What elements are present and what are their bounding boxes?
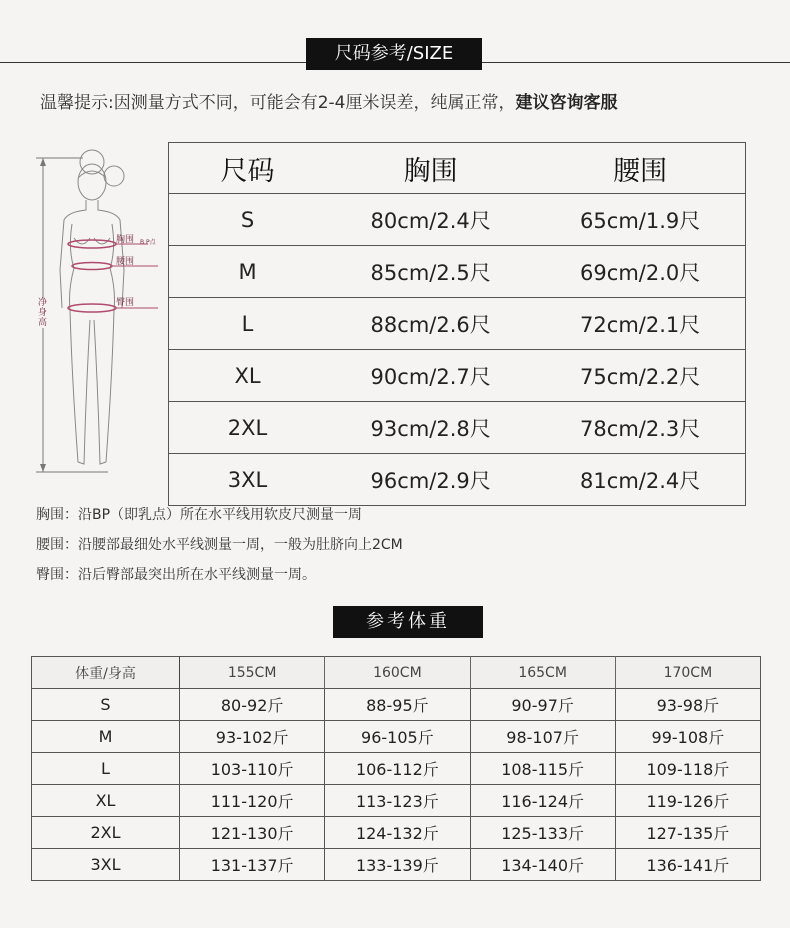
consult-service-text: 建议咨询客服	[515, 93, 618, 113]
table-row	[169, 402, 746, 454]
size-cell: 2XL	[169, 402, 327, 454]
weight-cell: 88-95斤	[325, 689, 470, 721]
table-row	[32, 785, 761, 817]
size-cell: XL	[169, 350, 327, 402]
waist-note: 腰围：沿腰部最细处水平线测量一周，一般为肚脐向上2CM	[36, 537, 403, 553]
height-label: 净身高	[38, 298, 50, 328]
hip-label: 臀围	[116, 298, 135, 308]
chest-cell: 90cm/2.7尺	[326, 350, 535, 402]
table-row	[169, 246, 746, 298]
size-cell: 2XL	[32, 817, 180, 849]
table-row	[169, 350, 746, 402]
weight-cell: 109-118斤	[615, 753, 760, 785]
weight-cell: 127-135斤	[615, 817, 760, 849]
weight-cell: 131-137斤	[180, 849, 325, 881]
weight-cell: 80-92斤	[180, 689, 325, 721]
weight-cell: 111-120斤	[180, 785, 325, 817]
chest-cell: 80cm/2.4尺	[326, 194, 535, 246]
size-header: 尺码	[169, 143, 327, 194]
hip-note: 臀围：沿后臀部最突出所在水平线测量一周。	[36, 567, 316, 583]
table-row	[169, 298, 746, 350]
weight-cell: 116-124斤	[470, 785, 615, 817]
chest-header: 胸围	[326, 143, 535, 194]
size-cell: 3XL	[169, 454, 327, 506]
chest-cell: 88cm/2.6尺	[326, 298, 535, 350]
bp-label: B P点	[140, 239, 156, 246]
size-cell: S	[169, 194, 327, 246]
weight-cell: 133-139斤	[325, 849, 470, 881]
height-165-header: 165CM	[470, 657, 615, 689]
height-160-header: 160CM	[325, 657, 470, 689]
weight-cell: 119-126斤	[615, 785, 760, 817]
weight-cell: 121-130斤	[180, 817, 325, 849]
waist-cell: 78cm/2.3尺	[535, 402, 745, 454]
weight-cell: 134-140斤	[470, 849, 615, 881]
size-cell: XL	[32, 785, 180, 817]
weight-height-header: 体重/身高	[32, 657, 180, 689]
weight-cell: 99-108斤	[615, 721, 760, 753]
chest-cell: 85cm/2.5尺	[326, 246, 535, 298]
weight-cell: 93-102斤	[180, 721, 325, 753]
table-row	[32, 849, 761, 881]
size-cell: M	[32, 721, 180, 753]
table-row	[32, 817, 761, 849]
waist-cell: 81cm/2.4尺	[535, 454, 745, 506]
size-table	[168, 142, 746, 506]
table-row	[32, 753, 761, 785]
table-row	[32, 721, 761, 753]
chest-note: 胸围：沿BP（即乳点）所在水平线用软皮尺测量一周	[36, 507, 363, 523]
weight-cell: 136-141斤	[615, 849, 760, 881]
size-cell: L	[32, 753, 180, 785]
weight-cell: 98-107斤	[470, 721, 615, 753]
height-170-header: 170CM	[615, 657, 760, 689]
weight-cell: 108-115斤	[470, 753, 615, 785]
size-title: 尺码参考/SIZE	[306, 38, 482, 70]
weight-cell: 96-105斤	[325, 721, 470, 753]
weight-title: 参考体重	[333, 606, 483, 638]
weight-cell: 93-98斤	[615, 689, 760, 721]
size-cell: L	[169, 298, 327, 350]
size-cell: S	[32, 689, 180, 721]
weight-table	[31, 656, 761, 881]
chest-cell: 96cm/2.9尺	[326, 454, 535, 506]
table-row	[169, 194, 746, 246]
waist-label: 腰围	[116, 257, 135, 267]
weight-cell: 90-97斤	[470, 689, 615, 721]
waist-cell: 69cm/2.0尺	[535, 246, 745, 298]
table-row	[169, 454, 746, 506]
waist-header: 腰围	[535, 143, 745, 194]
size-cell: 3XL	[32, 849, 180, 881]
height-155-header: 155CM	[180, 657, 325, 689]
weight-cell: 125-133斤	[470, 817, 615, 849]
waist-cell: 75cm/2.2尺	[535, 350, 745, 402]
weight-cell: 113-123斤	[325, 785, 470, 817]
size-table-header	[169, 143, 746, 194]
table-row	[32, 689, 761, 721]
size-cell: M	[169, 246, 327, 298]
measurement-tip: 温馨提示:因测量方式不同，可能会有2-4厘米误差，纯属正常，建议咨询客服	[40, 93, 618, 113]
waist-cell: 72cm/2.1尺	[535, 298, 745, 350]
body-measurement-figure	[28, 140, 168, 480]
waist-cell: 65cm/1.9尺	[535, 194, 745, 246]
chest-label: 胸围	[116, 235, 135, 245]
weight-cell: 124-132斤	[325, 817, 470, 849]
weight-table-header	[32, 657, 761, 689]
weight-cell: 106-112斤	[325, 753, 470, 785]
chest-cell: 93cm/2.8尺	[326, 402, 535, 454]
weight-cell: 103-110斤	[180, 753, 325, 785]
